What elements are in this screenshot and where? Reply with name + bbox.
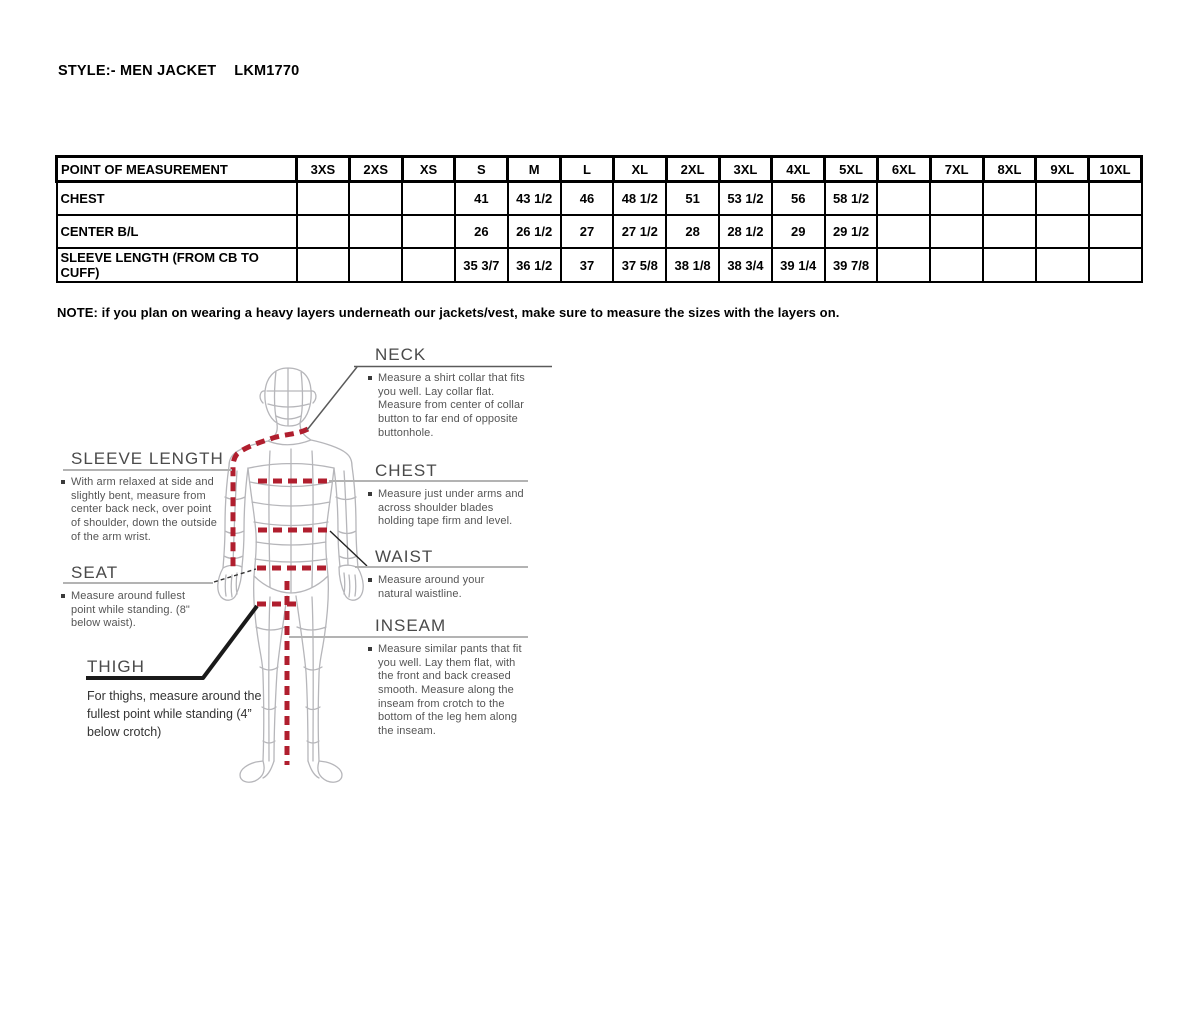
size-cell [297,248,350,282]
neck-description-text: Measure a shirt collar that fits you well. Lay collar flat. Measure from center of collar button to far end of opposite buttonhole. [378,372,525,439]
size-cell: 26 1/2 [508,215,561,248]
col-header-size: 4XL [772,157,825,182]
style-code: LKM1770 [234,63,300,79]
seat-description [61,590,196,631]
waist-description-text: Measure around your natural waistline. [378,574,485,600]
size-cell: 27 1/2 [613,215,666,248]
size-cell [1036,215,1089,248]
col-header-size: 2XL [666,157,719,182]
row-label: CHEST [57,182,297,216]
thigh-heading: THIGH [87,657,145,676]
size-cell [1036,182,1089,216]
bullet-icon [368,376,372,380]
size-cell: 28 [666,215,719,248]
col-header-size: 10XL [1089,157,1142,182]
col-header-measurement: POINT OF MEASUREMENT [57,157,297,182]
bullet-icon [368,647,372,651]
size-cell [930,182,983,216]
col-header-size: 5XL [825,157,878,182]
size-cell [402,182,455,216]
size-cell [402,248,455,282]
sleeve-length-description-text: With arm relaxed at side and slightly bent, measure from center back neck, over point of shoulder, down the outside of the arm wrist. [71,476,218,543]
inseam-description-text: Measure similar pants that fit you well. Lay them flat, with the front and back creased smooth. Measure along the inseam from crotch to the bottom of the leg hem along the inseam. [378,643,522,737]
col-header-size: 8XL [983,157,1036,182]
chest-description [368,488,528,529]
page-title [58,63,299,79]
waist-description [368,574,518,601]
col-header-size: 2XS [349,157,402,182]
sleeve-length-heading: SLEEVE LENGTH [71,449,224,468]
size-cell [1089,248,1142,282]
size-cell: 46 [561,182,614,216]
col-header-size: 3XL [719,157,772,182]
size-cell [930,248,983,282]
col-header-size: 9XL [1036,157,1089,182]
size-cell [983,215,1036,248]
row-label: CENTER B/L [57,215,297,248]
size-cell [402,215,455,248]
size-cell [1089,215,1142,248]
size-cell: 41 [455,182,508,216]
size-cell [349,182,402,216]
size-cell: 53 1/2 [719,182,772,216]
col-header-size: S [455,157,508,182]
size-cell: 26 [455,215,508,248]
mannequin-head [260,368,316,426]
waist-heading: WAIST [375,547,434,566]
size-cell: 37 [561,248,614,282]
size-cell [983,248,1036,282]
col-header-size: 3XS [297,157,350,182]
seat-description-text: Measure around fullest point while standing. (8" below waist). [71,590,190,630]
neck-description [368,372,528,440]
bullet-icon [61,480,65,484]
size-cell: 29 1/2 [825,215,878,248]
size-cell [930,215,983,248]
col-header-size: XL [613,157,666,182]
size-cell: 39 1/4 [772,248,825,282]
bullet-icon [368,578,372,582]
size-cell: 27 [561,215,614,248]
style-label: STYLE:- MEN JACKET [58,63,217,79]
size-cell: 48 1/2 [613,182,666,216]
neck-heading: NECK [375,345,427,364]
size-cell: 36 1/2 [508,248,561,282]
size-cell [349,215,402,248]
sleeve-length-description [61,476,223,544]
size-cell [877,215,930,248]
col-header-size: L [561,157,614,182]
size-cell: 28 1/2 [719,215,772,248]
thigh-description: For thighs, measure around the fullest point while standing (4” below crotch) [87,689,262,740]
size-cell: 37 5/8 [613,248,666,282]
size-cell [1089,182,1142,216]
size-cell: 35 3/7 [455,248,508,282]
bullet-icon [368,492,372,496]
size-cell [297,182,350,216]
seat-heading: SEAT [71,563,119,582]
bullet-icon [61,594,65,598]
table-row [57,182,1142,216]
table-row [57,248,1142,282]
size-cell: 38 3/4 [719,248,772,282]
size-cell [877,182,930,216]
table-row [57,215,1142,248]
size-cell: 51 [666,182,719,216]
size-cell [983,182,1036,216]
size-table-header-row [57,157,1142,182]
col-header-size: 7XL [930,157,983,182]
size-cell [349,248,402,282]
size-cell: 39 7/8 [825,248,878,282]
size-cell: 43 1/2 [508,182,561,216]
size-cell [877,248,930,282]
chest-description-text: Measure just under arms and across shoulder blades holding tape firm and level. [378,488,524,528]
row-label: SLEEVE LENGTH (FROM CB TO CUFF) [57,248,297,282]
size-cell: 58 1/2 [825,182,878,216]
inseam-description [368,643,528,738]
size-cell: 56 [772,182,825,216]
chest-heading: CHEST [375,461,438,480]
mannequin-feet [240,761,342,782]
inseam-heading: INSEAM [375,616,447,635]
size-cell [1036,248,1089,282]
size-cell: 38 1/8 [666,248,719,282]
size-cell: 29 [772,215,825,248]
col-header-size: XS [402,157,455,182]
measurement-diagram [55,335,615,800]
neck-sleeve-dash-line [233,429,308,572]
col-header-size: 6XL [877,157,930,182]
size-cell [297,215,350,248]
note-text: NOTE: if you plan on wearing a heavy layers underneath our jackets/vest, make sure to measure the sizes with the layers on. [57,305,840,320]
col-header-size: M [508,157,561,182]
size-table [55,155,1143,283]
